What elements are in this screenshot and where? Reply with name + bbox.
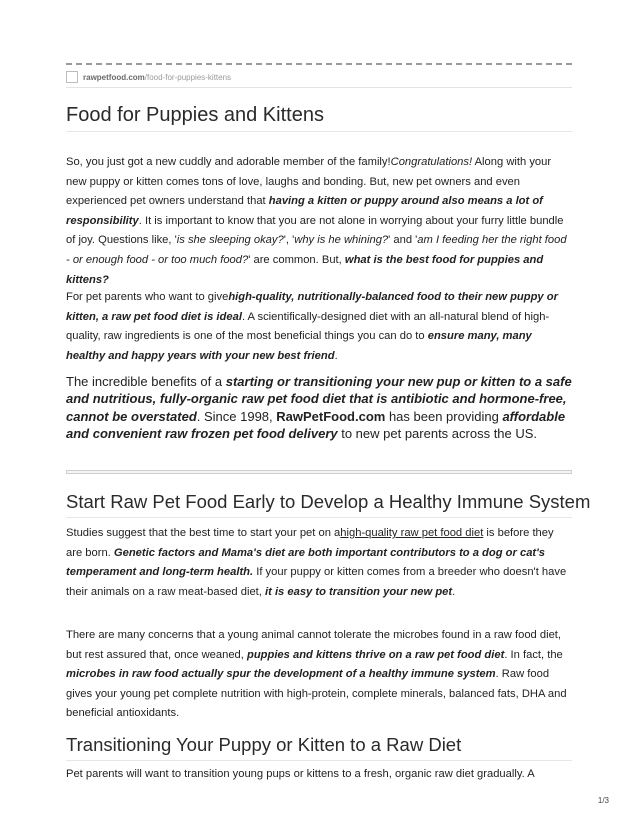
- text-run: .: [452, 585, 456, 598]
- source-url-row: [66, 69, 231, 85]
- second-paragraph: [66, 288, 572, 366]
- text-run: is before they are born.: [66, 527, 554, 559]
- raw-pet-food-diet-link[interactable]: high-quality raw pet food diet: [340, 527, 484, 539]
- strong-emphasis-text: Genetic factors and Mama's diet are both important contributors to a dog or cat's temperament and long-term health.: [66, 546, 546, 579]
- section-heading-transitioning: Transitioning Your Puppy or Kitten to a Raw Diet: [66, 734, 462, 755]
- strong-emphasis-text: microbes in raw food actually spur the development of a healthy immune system: [66, 668, 496, 681]
- title-divider: [66, 131, 572, 132]
- strong-emphasis-text: it is easy to transition your new pet: [265, 585, 453, 598]
- url-divider: [66, 87, 572, 88]
- text-run: ', ': [283, 234, 295, 247]
- section-divider: [66, 517, 572, 518]
- emphasis-text: why is he whining?: [294, 234, 389, 247]
- text-run: . A scientifically-designed diet with an all-natural blend of high-quality, raw ingredients is one of the most beneficial things you can do to: [66, 310, 550, 343]
- favicon-icon: [66, 71, 78, 83]
- text-run: Studies suggest that the best time to start your pet on a: [66, 527, 341, 539]
- source-url-path[interactable]: /food-for-puppies-kittens: [144, 72, 232, 82]
- strong-emphasis-text: starting or transitioning your new pup or kitten to a safe and nutritious, fully-organic raw pet food diet that is antibiotic and hormone-free, cannot be overstated: [66, 374, 572, 424]
- text-run: . Since 1998,: [196, 408, 277, 424]
- brand-name: RawPetFood.com: [276, 408, 386, 424]
- text-run: .: [334, 349, 338, 362]
- strong-emphasis-text: having a kitten or puppy around also means a lot of responsibility: [66, 195, 543, 227]
- section-heading-immune-system: Start Raw Pet Food Early to Develop a Healthy Immune System: [66, 491, 591, 512]
- text-run: If your puppy or kitten comes from a breeder who doesn't have their animals on a raw meat-based diet,: [66, 566, 567, 598]
- section-separator-bar: [66, 470, 572, 474]
- emphasis-text: is she sleeping okay?: [176, 234, 284, 247]
- text-run: . It is important to know that you are not alone in worrying about your furry little bundle of joy. Questions like, ': [66, 214, 564, 247]
- immune-paragraph-1: [66, 524, 572, 602]
- text-run: The incredible benefits of a: [66, 374, 226, 389]
- source-url[interactable]: [83, 73, 231, 82]
- text-run: For pet parents who want to give: [66, 291, 229, 303]
- strong-emphasis-text: puppies and kittens thrive on a raw pet food diet: [246, 648, 505, 661]
- page-title: Food for Puppies and Kittens: [66, 104, 324, 126]
- strong-emphasis-text: what is the best food for puppies and kittens?: [66, 253, 544, 286]
- text-run: ' are common. But,: [248, 253, 345, 266]
- section-divider: [66, 760, 572, 761]
- strong-emphasis-text: affordable and convenient raw frozen pet food delivery: [66, 408, 566, 442]
- intro-paragraph: [66, 153, 572, 290]
- strong-emphasis-text: high-quality, nutritionally-balanced food to their new puppy or kitten, a raw pet food diet is ideal: [66, 291, 558, 323]
- text-run: So, you just got a new cuddly and adorable member of the family!: [66, 156, 391, 168]
- source-url-domain[interactable]: rawpetfood.com: [83, 72, 145, 82]
- transition-paragraph: Pet parents will want to transition young pups or kittens to a fresh, organic raw diet gradually. A: [66, 768, 535, 780]
- text-run: Along with your new puppy or kitten comes tons of love, laughs and bonding. But, new pet owners and even experienced pet owners understand that: [66, 156, 552, 208]
- emphasis-text: Congratulations!: [390, 156, 473, 168]
- lead-paragraph: [66, 373, 572, 443]
- text-run: has been providing: [385, 408, 503, 424]
- page-number: 1/3: [597, 796, 609, 805]
- page-top-dashed-border: [66, 63, 572, 65]
- text-run: . Raw food gives your young pet complete nutrition with high-protein, complete minerals, balanced fats, DHA and beneficial antioxidants.: [66, 668, 567, 720]
- text-run: There are many concerns that a young animal cannot tolerate the microbes found in a raw food diet, but rest assured that, once weaned,: [66, 629, 562, 661]
- text-run: . In fact, the: [504, 648, 563, 661]
- immune-paragraph-2: [66, 626, 572, 724]
- emphasis-text: am I feeding her the right food - or enough food - or too much food?: [66, 234, 567, 266]
- strong-emphasis-text: ensure many, many healthy and happy years with your new best friend: [66, 330, 532, 362]
- text-run: to new pet parents across the US.: [337, 426, 538, 442]
- text-run: ' and ': [388, 234, 418, 247]
